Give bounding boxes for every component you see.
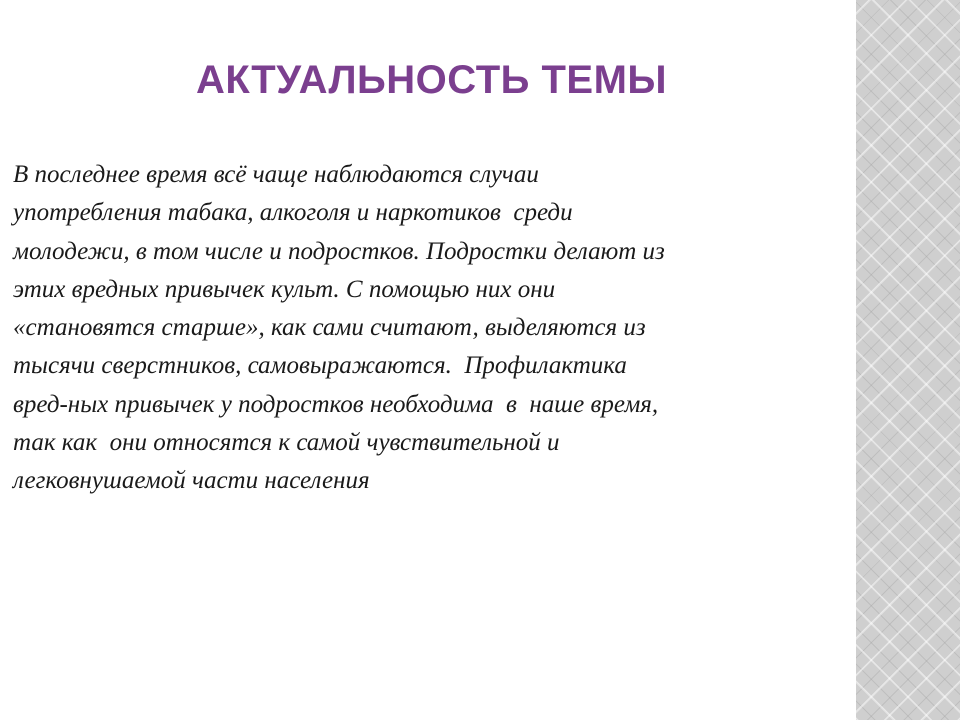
body-line: вред-ных привычек у подростков необходима в наше время,: [13, 390, 659, 418]
body-line: легковнушаемой части населения: [13, 467, 370, 495]
slide-body-text: [13, 156, 849, 501]
decorative-side-pattern: [856, 0, 960, 720]
body-line: В последнее время всё чаще наблюдаются случаи: [13, 161, 539, 188]
body-line: тысячи сверстников, самовыражаются. Профилактика: [13, 352, 627, 380]
slide-title: АКТУАЛЬНОСТЬ ТЕМЫ: [196, 58, 668, 102]
body-line: «становятся старше», как сами считают, выделяются из: [13, 314, 646, 342]
body-line: молодежи, в том числе и подростков. Подростки делают из: [13, 237, 665, 265]
body-line: этих вредных привычек культ. С помощью них они: [13, 275, 556, 303]
body-line: так как они относятся к самой чувствительной и: [13, 429, 560, 457]
body-line: употребления табака, алкоголя и наркотиков среди: [13, 199, 573, 227]
